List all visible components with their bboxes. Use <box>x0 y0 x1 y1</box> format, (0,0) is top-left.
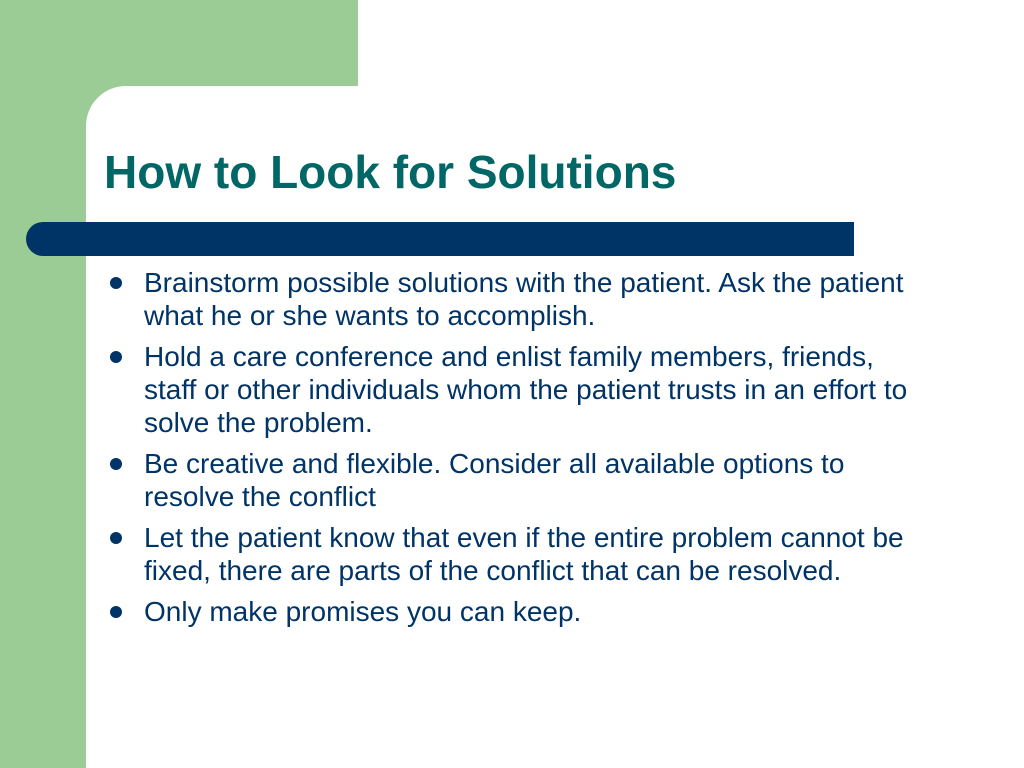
bullet-list <box>104 266 924 636</box>
bullet-item-3 <box>104 447 924 513</box>
bullet-text: Let the patient know that even if the entire problem cannot be fixed, there are parts of the conflict that can be resolved. <box>144 522 904 586</box>
bullet-item-2 <box>104 340 924 439</box>
bullet-text: Only make promises you can keep. <box>144 596 582 627</box>
bullet-dot-icon <box>110 606 122 618</box>
bullet-dot-icon <box>110 458 122 470</box>
bullet-item-1 <box>104 266 924 332</box>
title-underline-bar <box>26 222 854 256</box>
slide-title: How to Look for Solutions <box>104 146 677 198</box>
bullet-dot-icon <box>110 532 122 544</box>
bullet-dot-icon <box>110 277 122 289</box>
bullet-item-5 <box>104 595 924 628</box>
bullet-item-4 <box>104 521 924 587</box>
bullet-text: Brainstorm possible solutions with the patient. Ask the patient what he or she wants to accomplish. <box>144 267 904 331</box>
bullet-text: Hold a care conference and enlist family members, friends, staff or other individuals whom the patient trusts in an effort to solve the problem. <box>144 341 908 438</box>
bullet-text: Be creative and flexible. Consider all available options to resolve the conflict <box>144 448 845 512</box>
bullet-dot-icon <box>110 351 122 363</box>
